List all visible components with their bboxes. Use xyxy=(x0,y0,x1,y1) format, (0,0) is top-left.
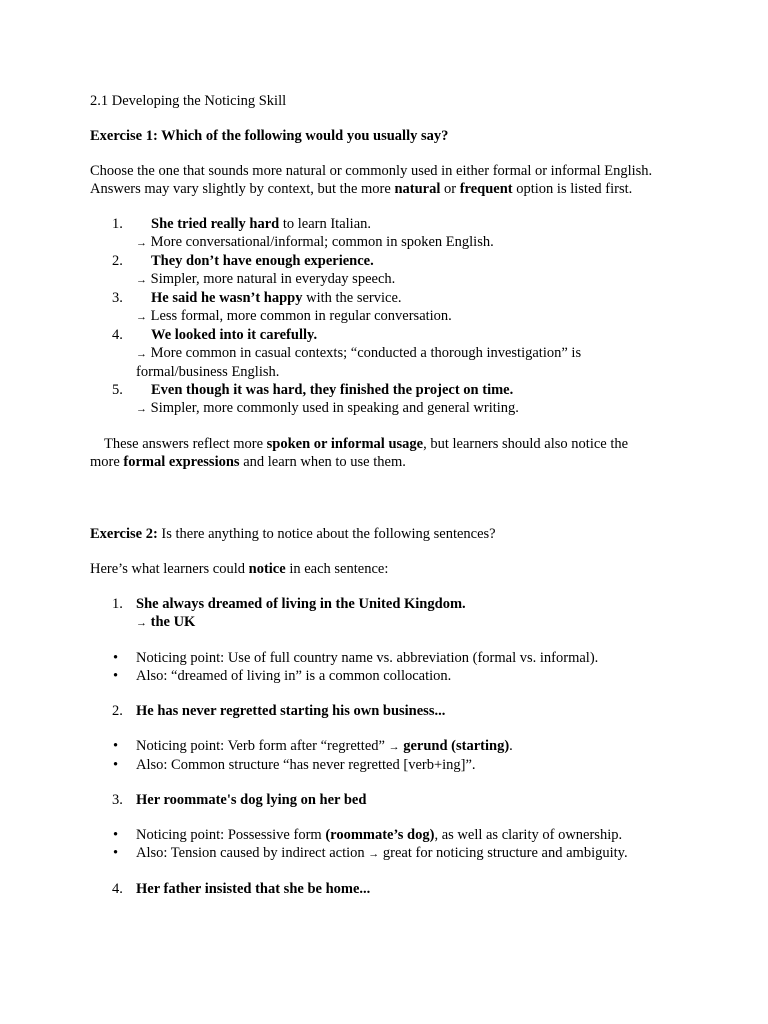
exercise1-item: 1. She tried really hard to learn Italian. → More conversational/informal; common in spoken English. xyxy=(112,216,494,250)
arrow-icon: → xyxy=(368,848,380,860)
exercise2-item-3: 3. Her roommate's dog lying on her bed xyxy=(112,792,367,808)
list-item: • Noticing point: Possessive form (roommate’s dog), as well as clarity of ownership. xyxy=(90,826,690,844)
exercise1-item: 2. They don’t have enough experience. → Simpler, more natural in everyday speech. xyxy=(112,253,396,287)
exercise2-item-2: 2. He has never regretted starting his own business... xyxy=(112,703,446,719)
exercise2-heading: Exercise 2: Is there anything to notice about the following sentences? xyxy=(90,526,496,542)
list-item: • Noticing point: Use of full country name vs. abbreviation (formal vs. informal). xyxy=(90,649,690,667)
exercise1-item: 4. We looked into it carefully. → More common in casual contexts; “conducted a thorough investigation” is formal/business English. xyxy=(112,327,582,380)
exercise2-item-3-bullets xyxy=(90,826,690,863)
arrow-icon: → xyxy=(136,617,147,629)
document-content xyxy=(90,92,690,915)
exercise2-intro: Here’s what learners could notice in each sentence: xyxy=(90,561,389,577)
exercise2-item-1-bullets xyxy=(90,649,690,685)
list-item: • Also: “dreamed of living in” is a common collocation. xyxy=(90,667,690,685)
list-item: • Noticing point: Verb form after “regretted” → gerund (starting). xyxy=(90,737,690,756)
arrow-icon: → xyxy=(136,403,147,415)
list-item: • Also: Common structure “has never regretted [verb+ing]”. xyxy=(90,756,690,774)
exercise1-intro-line2: Answers may vary slightly by context, but the more natural or frequent option is listed first. xyxy=(90,181,633,197)
arrow-icon: → xyxy=(388,741,400,753)
arrow-icon: → xyxy=(136,311,147,323)
exercise1-list xyxy=(90,215,690,418)
arrow-icon: → xyxy=(136,237,147,249)
exercise2-item-1: 1. She always dreamed of living in the United Kingdom. → the UK xyxy=(112,596,466,630)
list-item: • Also: Tension caused by indirect action → great for noticing structure and ambiguity. xyxy=(90,844,690,863)
section-title: 2.1 Developing the Noticing Skill xyxy=(90,93,287,109)
exercise1-intro xyxy=(90,162,690,198)
exercise1-heading: Exercise 1: Which of the following would you usually say? xyxy=(90,128,449,144)
exercise1-closing: These answers reflect more spoken or informal usage, but learners should also notice the more formal expressions and learn when to use them. xyxy=(90,436,629,470)
exercise2-item-4: 4. Her father insisted that she be home... xyxy=(112,881,371,897)
exercise1-intro-line1: Choose the one that sounds more natural or commonly used in either formal or informal English. xyxy=(90,163,653,179)
exercise2-item-2-bullets xyxy=(90,737,690,774)
exercise1-item: 3. He said he wasn’t happy with the service. → Less formal, more common in regular conversation. xyxy=(112,290,452,324)
arrow-icon: → xyxy=(136,348,147,360)
exercise1-item: 5. Even though it was hard, they finished the project on time. → Simpler, more commonly used in speaking and general writing. xyxy=(112,382,519,416)
arrow-icon: → xyxy=(136,274,147,286)
